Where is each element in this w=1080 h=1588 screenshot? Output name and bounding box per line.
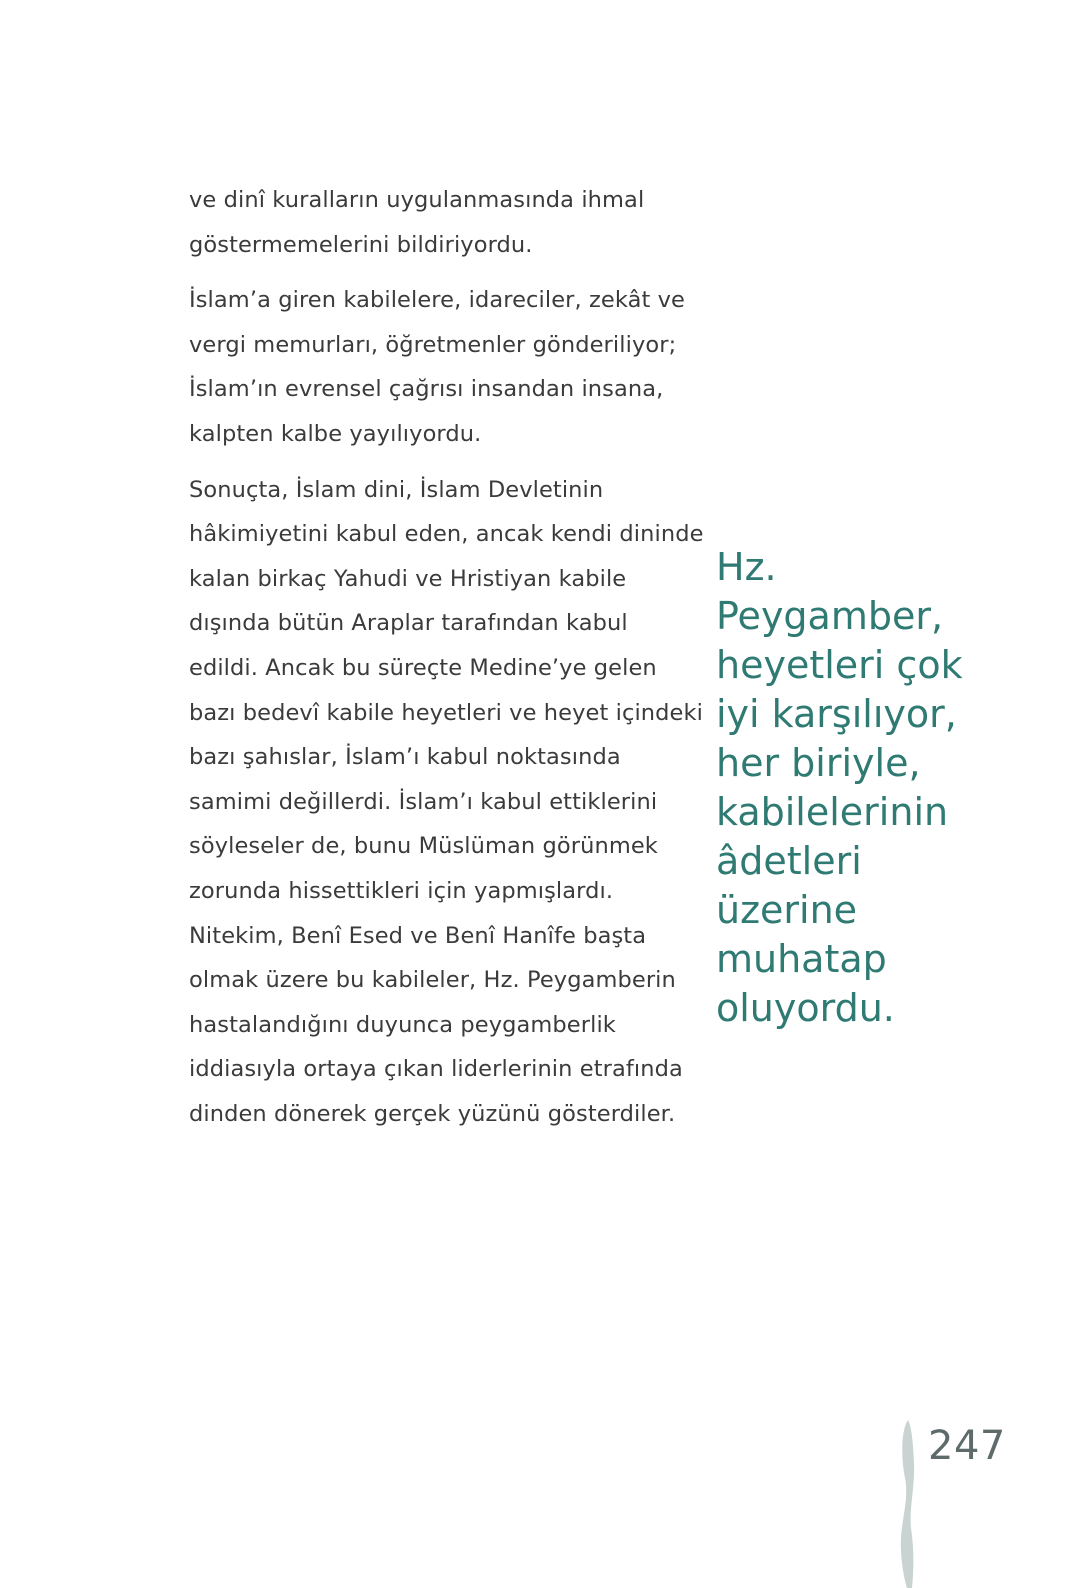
text-line: söyleseler de, bunu Müslüman görünmek [189, 833, 658, 860]
text-line: göstermemelerini bildiriyordu. [189, 231, 533, 258]
pull-quote-line: muhatap [716, 937, 887, 981]
text-line: olmak üzere bu kabileler, Hz. Peygamberin [189, 967, 676, 994]
pull-quote-line: âdetleri [716, 839, 862, 883]
pull-quote-line: her biriyle, [716, 741, 921, 785]
text-line: kalpten kalbe yayılıyordu. [189, 420, 482, 447]
text-line: dinden dönerek gerçek yüzünü gösterdiler. [189, 1100, 676, 1127]
text-line: edildi. Ancak bu süreçte Medine’ye gelen [189, 654, 657, 681]
pull-quote-line: Hz. [716, 545, 777, 589]
text-line: hastalandığını duyunca peygamberlik [189, 1011, 616, 1038]
text-line: iddiasıyla ortaya çıkan liderlerinin etrafında [189, 1056, 683, 1083]
text-line: samimi değillerdi. İslam’ı kabul ettiklerini [189, 788, 658, 815]
paragraph-2 [189, 278, 689, 456]
text-line: bazı bedevî kabile heyetleri ve heyet içindeki [189, 699, 703, 726]
text-line: Sonuçta, İslam dini, İslam Devletinin [189, 476, 604, 503]
text-line: Nitekim, Benî Esed ve Benî Hanîfe başta [189, 922, 647, 949]
pull-quote-line: iyi karşılıyor, [716, 692, 957, 736]
text-line: kalan birkaç Yahudi ve Hristiyan kabile [189, 565, 627, 592]
paragraph-1 [189, 178, 689, 267]
text-line: İslam’a giren kabilelere, idareciler, zekât ve [189, 287, 685, 314]
pull-quote-line: heyetleri çok [716, 643, 963, 687]
pull-quote-line: oluyordu. [716, 986, 895, 1030]
leaf-ornament-icon [898, 1418, 918, 1588]
pull-quote-line: üzerine [716, 888, 858, 932]
body-text [189, 178, 704, 1147]
text-line: hâkimiyetini kabul eden, ancak kendi dininde [189, 521, 704, 548]
text-line: bazı şahıslar, İslam’ı kabul noktasında [189, 744, 621, 771]
text-line: dışında bütün Araplar tarafından kabul [189, 610, 628, 637]
text-line: ve dinî kuralların uygulanmasında ihmal [189, 187, 645, 213]
text-line: İslam’ın evrensel çağrısı insandan insana, [189, 376, 664, 403]
text-line: vergi memurları, öğretmenler gönderiliyor; [189, 331, 677, 358]
paragraph-3 [189, 468, 704, 1137]
text-line: zorunda hissettikleri için yapmışlardı. [189, 877, 614, 904]
pull-quote-line: kabilelerinin [716, 790, 949, 834]
page-number: 247 [928, 1423, 1006, 1469]
pull-quote [716, 543, 1016, 1033]
pull-quote-line: Peygamber, [716, 594, 944, 638]
